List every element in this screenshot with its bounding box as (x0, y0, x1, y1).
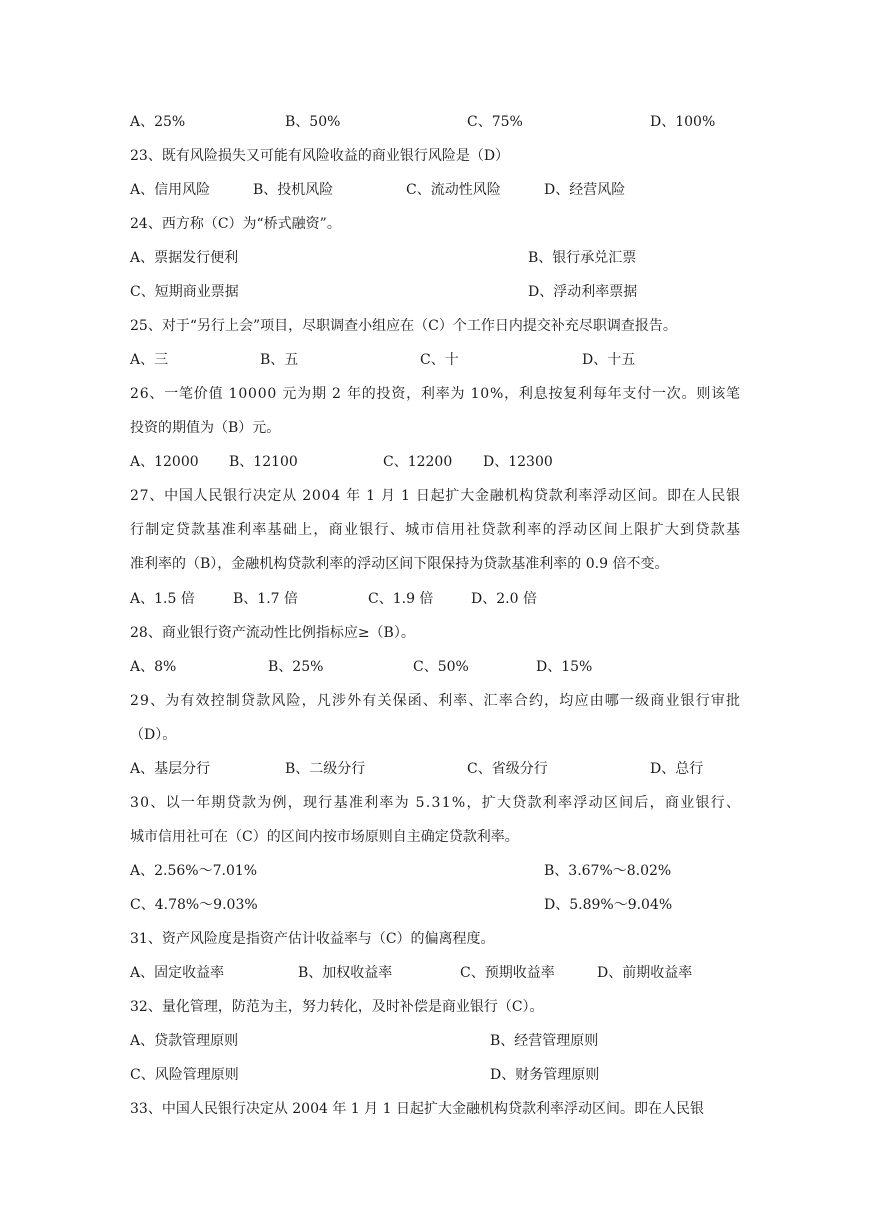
question-text: 24、西方称（C）为“桥式融资”。 (130, 216, 341, 232)
option-row (0, 246, 869, 270)
question-text-line (0, 416, 869, 440)
answer-option: C、风险管理原则 (130, 1067, 239, 1083)
option-row (0, 859, 869, 883)
question-text: 29、为有效控制贷款风险，凡涉外有关保函、利率、汇率合约，均应由哪一级商业银行审批 (130, 693, 742, 709)
question-text: 27、中国人民银行决定从 2004 年 1 月 1 日起扩大金融机构贷款利率浮动区间。即在人民银 (130, 488, 741, 504)
question-text: 投资的期值为（B）元。 (130, 420, 281, 436)
answer-option: D、2.0 倍 (471, 591, 537, 607)
question-text: 30、以一年期贷款为例，现行基准利率为 5.31%，扩大贷款利率浮动区间后，商业银行、 (130, 795, 742, 811)
option-row (0, 1029, 869, 1053)
answer-option: D、前期收益率 (597, 965, 693, 981)
question-text: 25、对于“另行上会”项目，尽职调查小组应在（C）个工作日内提交补充尽职调查报告。 (130, 318, 677, 334)
question-text: 28、商业银行资产流动性比例指标应≥（B）。 (130, 625, 415, 641)
answer-option: A、8% (130, 659, 177, 675)
answer-option: B、50% (285, 114, 341, 130)
answer-option: B、1.7 倍 (233, 591, 299, 607)
option-row (0, 757, 869, 781)
option-row (0, 1063, 869, 1087)
answer-option: A、信用风险 (130, 182, 211, 198)
question-text: 准利率的（B），金融机构贷款利率的浮动区间下限保持为贷款基准利率的 0.9 倍不变。 (130, 556, 669, 572)
question-text: 城市信用社可在（C）的区间内按市场原则自主确定贷款利率。 (130, 829, 519, 845)
question-text-line (0, 1097, 869, 1121)
answer-option: A、基层分行 (130, 761, 211, 777)
answer-option: C、预期收益率 (460, 965, 555, 981)
answer-option: C、流动性风险 (406, 182, 501, 198)
question-text-line (0, 382, 869, 406)
question-text: 26、一笔价值 10000 元为期 2 年的投资，利率为 10%，利息按复利每年支付一次。则该笔 (130, 386, 741, 402)
answer-option: C、50% (413, 659, 469, 675)
answer-option: B、银行承兑汇票 (528, 250, 637, 266)
answer-option: D、100% (650, 114, 716, 130)
question-text-line (0, 791, 869, 815)
answer-option: D、十五 (582, 352, 636, 368)
answer-option: B、3.67%～8.02% (544, 863, 672, 879)
answer-option: A、25% (130, 114, 186, 130)
question-text-line (0, 144, 869, 168)
answer-option: B、投机风险 (253, 182, 334, 198)
answer-option: A、贷款管理原则 (130, 1033, 239, 1049)
answer-option: C、短期商业票据 (130, 284, 239, 300)
answer-option: C、1.9 倍 (368, 591, 434, 607)
answer-option: D、5.89%～9.04% (544, 897, 673, 913)
answer-option: C、十 (420, 352, 459, 368)
answer-option: A、固定收益率 (130, 965, 225, 981)
answer-option: D、财务管理原则 (490, 1067, 600, 1083)
answer-option: D、总行 (650, 761, 704, 777)
question-text: 23、既有风险损失又可能有风险收益的商业银行风险是（D） (130, 148, 510, 164)
answer-option: B、加权收益率 (298, 965, 393, 981)
option-row (0, 893, 869, 917)
question-text-line (0, 518, 869, 542)
question-text-line (0, 825, 869, 849)
answer-option: C、4.78%～9.03% (130, 897, 258, 913)
question-text-line (0, 689, 869, 713)
option-row (0, 450, 869, 474)
question-text-line (0, 621, 869, 645)
answer-option: C、75% (467, 114, 523, 130)
question-text: 31、资产风险度是指资产估计收益率与（C）的偏离程度。 (130, 931, 495, 947)
answer-option: B、二级分行 (285, 761, 366, 777)
question-text-line (0, 723, 869, 747)
answer-option: D、12300 (483, 454, 553, 470)
option-row (0, 178, 869, 202)
answer-option: A、票据发行便利 (130, 250, 239, 266)
option-row (0, 587, 869, 611)
option-row (0, 961, 869, 985)
answer-option: B、25% (268, 659, 324, 675)
answer-option: B、五 (260, 352, 299, 368)
question-text-line (0, 212, 869, 236)
answer-option: A、1.5 倍 (130, 591, 195, 607)
option-row (0, 280, 869, 304)
option-row (0, 110, 869, 134)
question-text-line (0, 484, 869, 508)
answer-option: A、2.56%～7.01% (130, 863, 258, 879)
question-text: 32、量化管理，防范为主，努力转化，及时补偿是商业银行（C）。 (130, 999, 544, 1015)
answer-option: B、经营管理原则 (490, 1033, 599, 1049)
answer-option: D、经营风险 (544, 182, 626, 198)
answer-option: A、12000 (130, 454, 199, 470)
question-text-line (0, 927, 869, 951)
answer-option: D、浮动利率票据 (528, 284, 638, 300)
question-text-line (0, 552, 869, 576)
question-text-line (0, 995, 869, 1019)
answer-option: B、12100 (229, 454, 298, 470)
answer-option: A、三 (130, 352, 169, 368)
answer-option: C、省级分行 (467, 761, 548, 777)
question-text: 行制定贷款基准利率基础上，商业银行、城市信用社贷款利率的浮动区间上限扩大到贷款基 (130, 522, 742, 538)
option-row (0, 655, 869, 679)
question-text-line (0, 314, 869, 338)
answer-option: D、15% (536, 659, 593, 675)
question-text: （D）。 (130, 727, 177, 743)
answer-option: C、12200 (383, 454, 453, 470)
option-row (0, 348, 869, 372)
question-text: 33、中国人民银行决定从 2004 年 1 月 1 日起扩大金融机构贷款利率浮动区间。即在人民银 (130, 1101, 704, 1117)
